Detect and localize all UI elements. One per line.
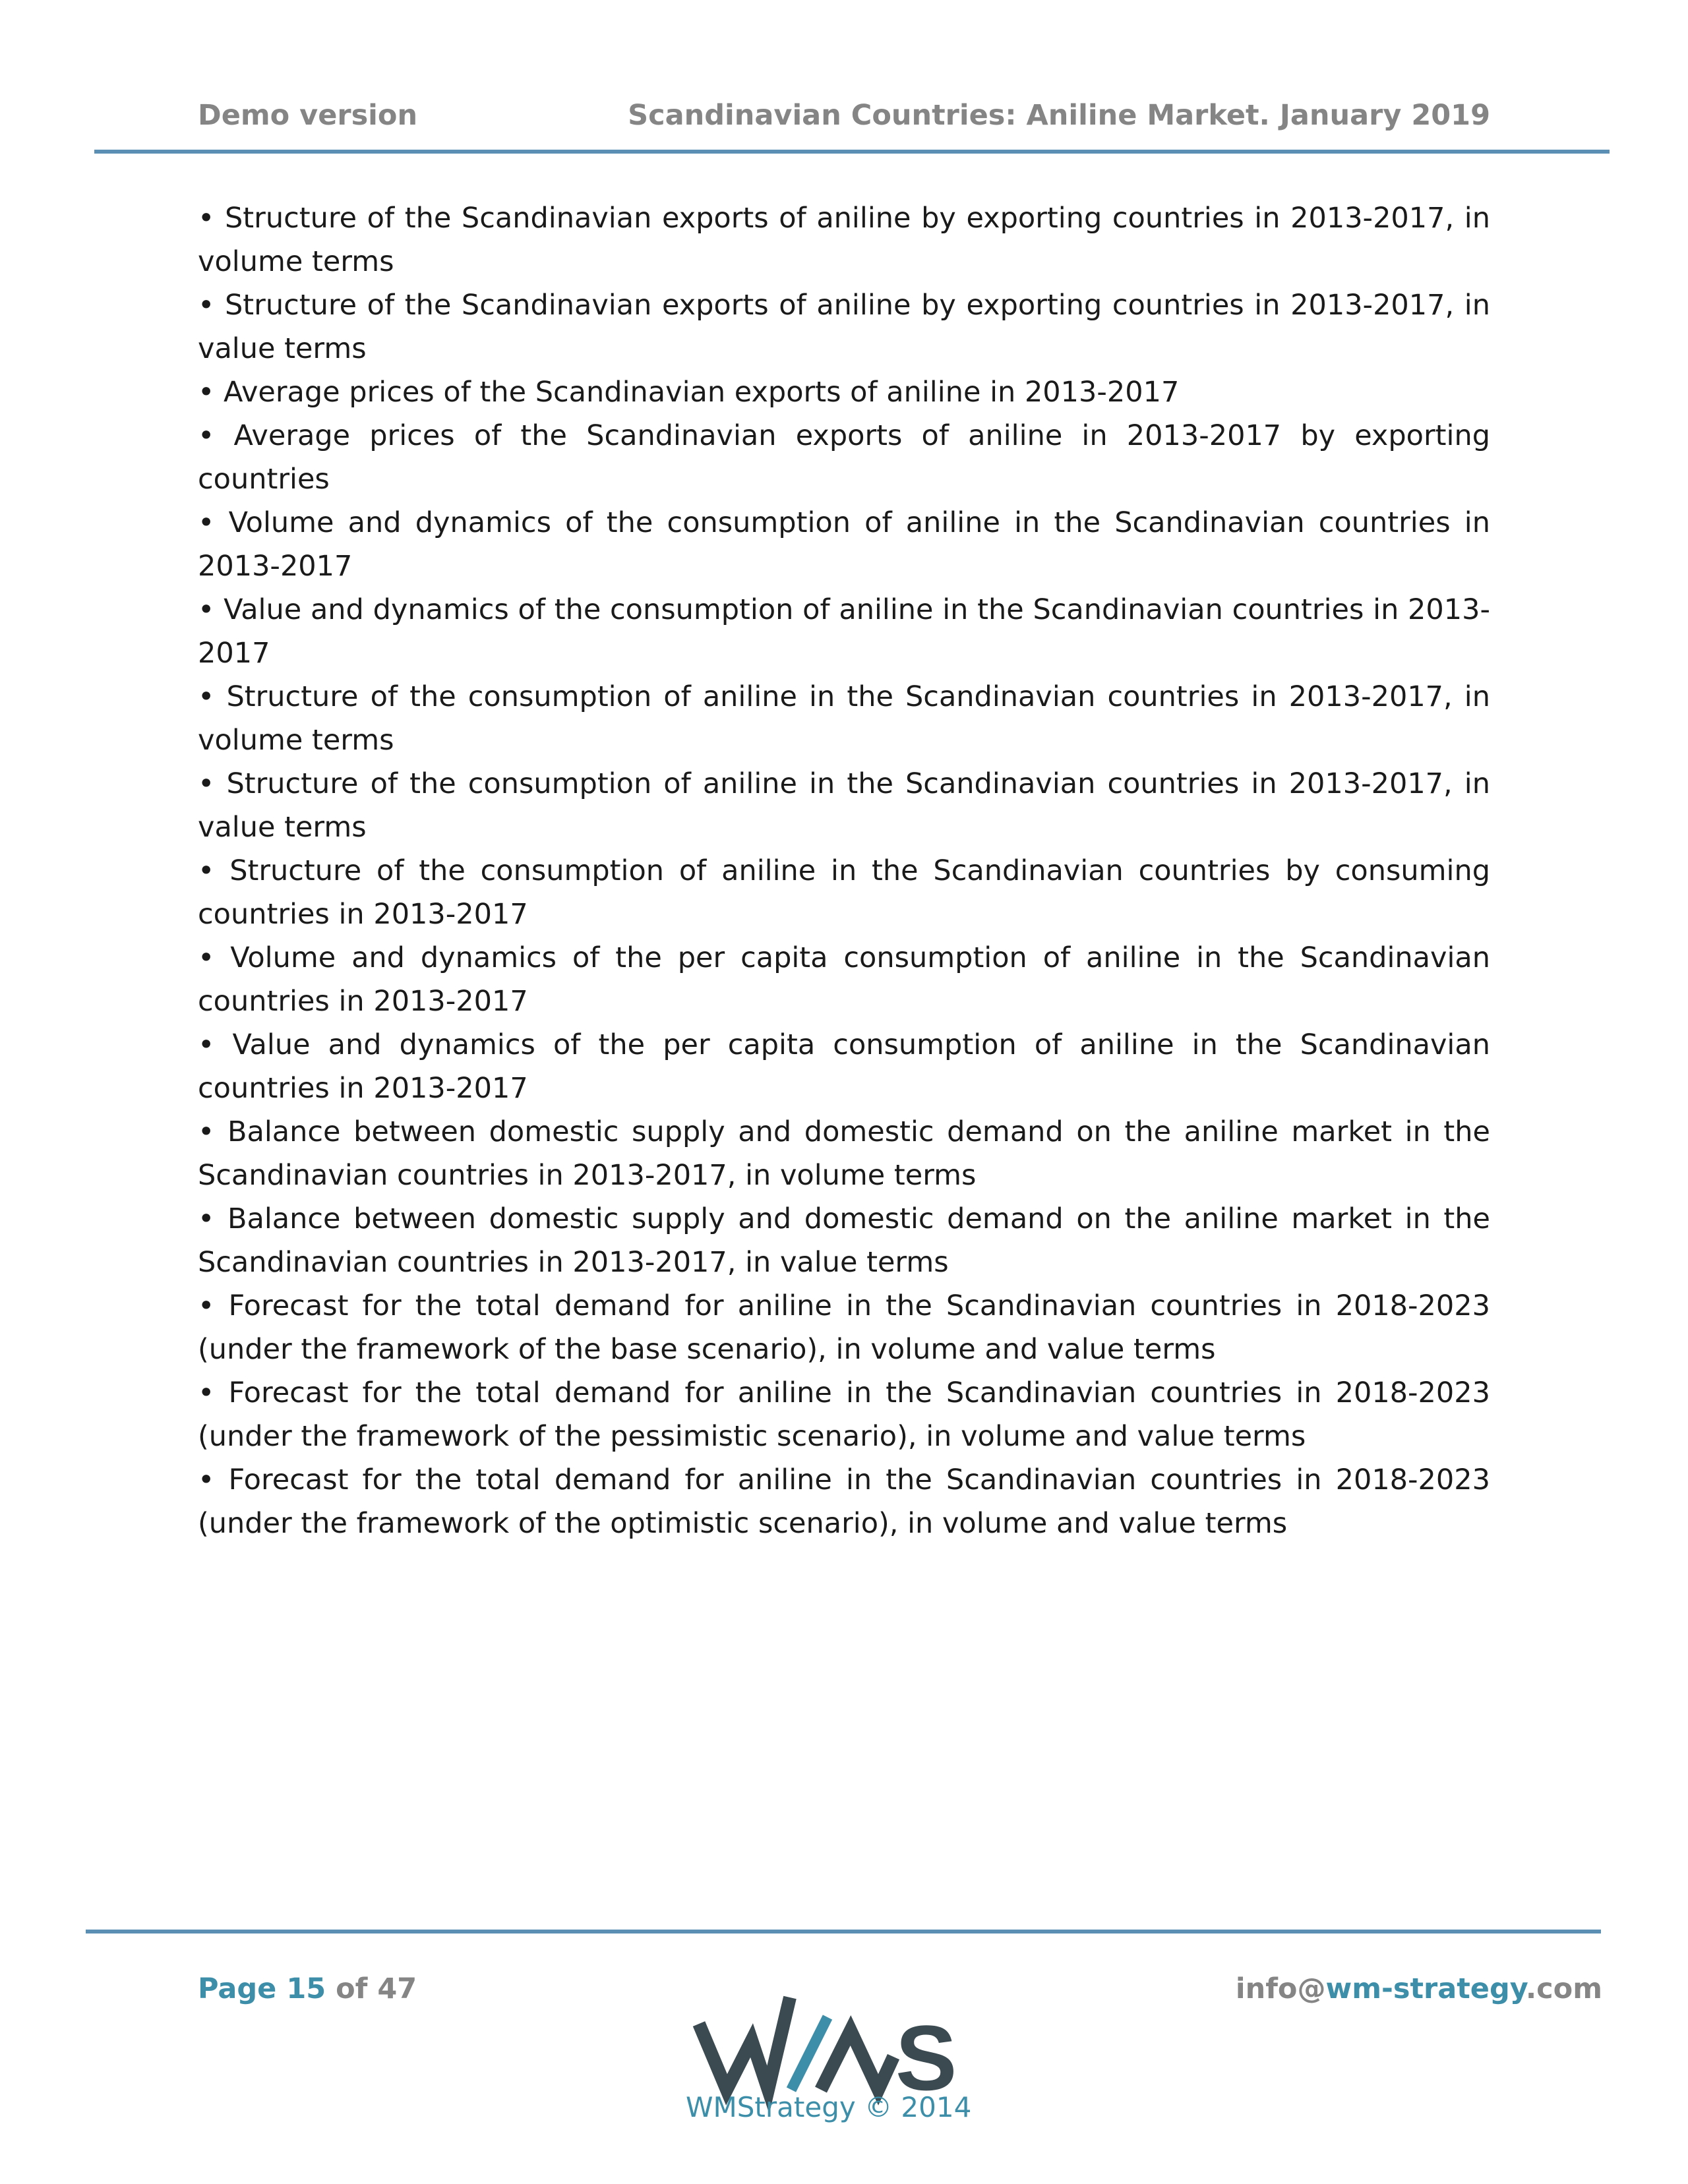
header-demo-label: Demo version: [198, 99, 418, 132]
bullet-icon: •: [198, 376, 215, 409]
list-item: [198, 1371, 1490, 1458]
list-item: [198, 1284, 1490, 1371]
list-item-text: Value and dynamics of the per capita consumption of aniline in the Scandinavian countries in 2013-2017: [198, 1028, 1490, 1105]
list-item-text: Structure of the consumption of aniline in the Scandinavian countries in 2013-2017, in volume terms: [198, 680, 1490, 757]
logo-letter-m: [821, 2030, 893, 2090]
list-item-text: Volume and dynamics of the consumption of aniline in the Scandinavian countries in 2013-2017: [198, 506, 1490, 583]
list-item: [198, 1110, 1490, 1197]
list-item-text: Average prices of the Scandinavian exports of aniline in 2013-2017 by exporting countries: [198, 419, 1490, 496]
page-counter: [198, 1972, 417, 2005]
page-number: 15: [286, 1972, 326, 2005]
bullet-icon: •: [198, 1202, 215, 1235]
bullet-icon: •: [198, 593, 215, 626]
list-item-text: Structure of the consumption of aniline in the Scandinavian countries by consuming countries in 2013-2017: [198, 854, 1490, 931]
list-item: [198, 588, 1490, 675]
logo-letter-w: [699, 1997, 790, 2090]
list-item-text: Value and dynamics of the consumption of aniline in the Scandinavian countries in 2013-2017: [198, 593, 1491, 670]
list-item: [198, 936, 1490, 1023]
header-divider: [94, 150, 1610, 154]
email-tld: .com: [1525, 1972, 1602, 2005]
list-item: [198, 1458, 1490, 1545]
bullet-icon: •: [198, 1028, 215, 1061]
list-item-text: Structure of the Scandinavian exports of aniline by exporting countries in 2013-2017, in volume terms: [198, 202, 1491, 278]
page-header: [198, 99, 1490, 138]
list-item-text: Volume and dynamics of the per capita consumption of aniline in the Scandinavian countries in 2013-2017: [198, 941, 1490, 1018]
bullet-icon: •: [198, 680, 215, 713]
list-item-text: Forecast for the total demand for aniline in the Scandinavian countries in 2018-2023 (under the framework of the pessimistic scenario), in volume and value terms: [198, 1376, 1490, 1453]
header-report-title: Scandinavian Countries: Aniline Market. January 2019: [628, 99, 1490, 132]
list-item: [198, 675, 1490, 762]
list-item: [198, 370, 1490, 414]
email-domain: wm-strategy: [1325, 1972, 1526, 2005]
bullet-icon: •: [198, 1376, 215, 1409]
bullet-icon: •: [198, 289, 215, 322]
list-item: [198, 283, 1490, 370]
bullet-icon: •: [198, 202, 215, 235]
list-item-text: Structure of the Scandinavian exports of aniline by exporting countries in 2013-2017, in value terms: [198, 289, 1491, 365]
list-item: [198, 196, 1490, 283]
list-item-text: Forecast for the total demand for aniline in the Scandinavian countries in 2018-2023 (under the framework of the optimistic scenario), in volume and value terms: [198, 1463, 1490, 1540]
list-item: [198, 414, 1490, 501]
bullet-icon: •: [198, 506, 215, 539]
logo-letter-s: S: [895, 2006, 957, 2110]
bullet-list: [198, 196, 1490, 1545]
list-item: [198, 849, 1490, 936]
logo-caption: WMStrategy © 2014: [686, 2091, 972, 2123]
list-item-text: Average prices of the Scandinavian exports of aniline in 2013-2017: [224, 376, 1180, 409]
list-item-text: Balance between domestic supply and domestic demand on the aniline market in the Scandinavian countries in 2013-2017, in value terms: [198, 1202, 1490, 1279]
list-item-text: Structure of the consumption of aniline in the Scandinavian countries in 2013-2017, in value terms: [198, 767, 1490, 844]
list-item-text: Balance between domestic supply and domestic demand on the aniline market in the Scandinavian countries in 2013-2017, in volume terms: [198, 1115, 1490, 1192]
email-user: info@: [1235, 1972, 1326, 2005]
list-item-text: Forecast for the total demand for aniline in the Scandinavian countries in 2018-2023 (under the framework of the base scenario), in volume and value terms: [198, 1289, 1490, 1366]
bullet-icon: •: [198, 1289, 215, 1322]
footer-divider: [86, 1930, 1601, 1933]
bullet-icon: •: [198, 419, 215, 452]
contact-email[interactable]: [1236, 1972, 1602, 2005]
wms-logo-icon: [686, 1978, 972, 2149]
bullet-icon: •: [198, 767, 215, 800]
bullet-icon: •: [198, 854, 215, 887]
list-item: [198, 1023, 1490, 1110]
bullet-icon: •: [198, 1463, 215, 1496]
list-item: [198, 501, 1490, 588]
page-total: 47: [377, 1972, 417, 2005]
bullet-icon: •: [198, 1115, 215, 1148]
list-item: [198, 1197, 1490, 1284]
page-word: Page: [198, 1972, 277, 2005]
list-item: [198, 762, 1490, 849]
bullet-icon: •: [198, 941, 215, 974]
page-of-word: of: [336, 1972, 368, 2005]
